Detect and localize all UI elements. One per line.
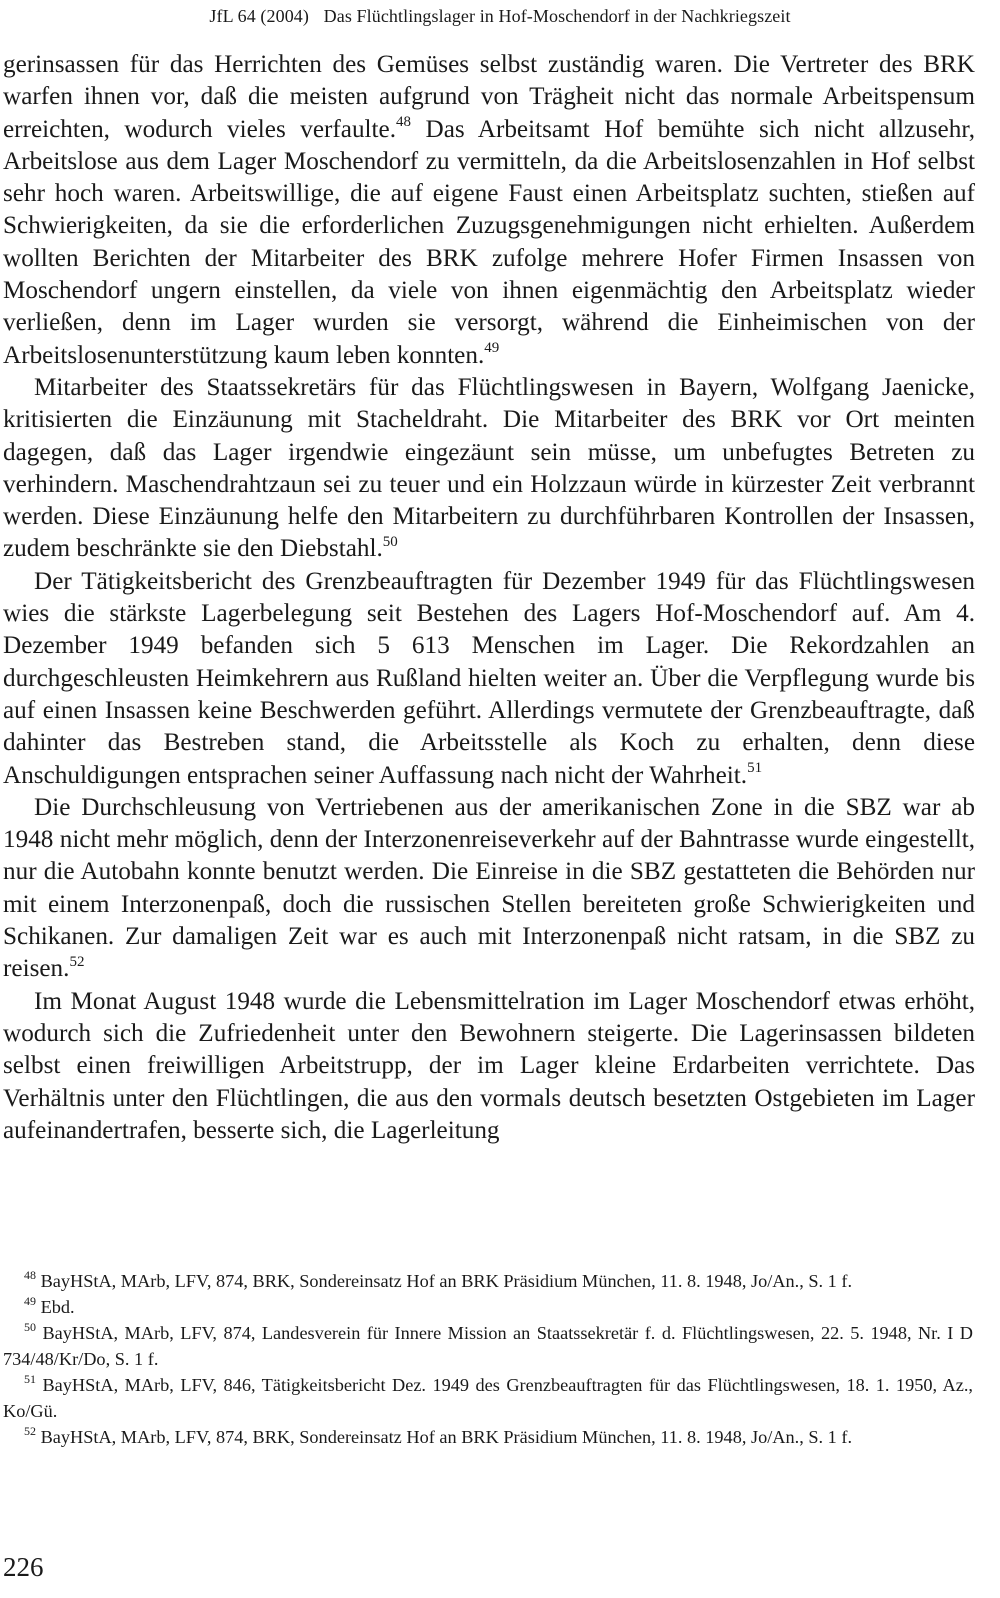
body-paragraph [3, 372, 975, 566]
footnote-reference: 52 [69, 953, 85, 970]
paragraph-text: Der Tätigkeitsbericht des Grenzbeauftragten für Dezember 1949 für das Flüchtlingswesen wies die stärkste Lagerbelegung seit Bestehen des Lagers Hof-Moschendorf auf. Am 4. Dezember 1949 befanden sich 5 613 Menschen im Lager. Die Rekordzahlen an durchgeschleusten Heimkehrern aus Rußland hielten weiter an. Über die Verpflegung wurde bis auf einen Insassen keine Beschwerden geführt. Allerdings vermutete der Grenzbeauftragte, daß dahinter das Bestreben stand, die Arbeitsstelle als Koch zu erhalten, denn diese Anschuldigungen entsprachen seiner Auffassung nach nicht der Wahrheit. [3, 567, 975, 789]
paragraph-text: Das Arbeitsamt Hof bemühte sich nicht allzusehr, Arbeitslose aus dem Lager Moschendorf zu vermitteln, da die Arbeitslosenzahlen in Hof selbst sehr hoch waren. Arbeitswillige, die auf eigene Faust einen Arbeitsplatz suchten, stießen auf Schwierigkeiten, da sie die erforderlichen Zuzugsgenehmigungen nicht erhielten. Außerdem wollten Berichten der Mitarbeiter des BRK zufolge mehrere Hofer Firmen Insassen von Moschendorf ungern einstellen, da viele von ihnen eigenmächtig den Arbeitsplatz wieder verließen, denn im Lager wurden sie versorgt, während die Einheimischen von der Arbeitslosenunterstützung kaum leben konnten. [3, 115, 976, 369]
footnote-number: 50 [24, 1319, 36, 1334]
article-title: Das Flüchtlingslager in Hof-Moschendorf in der Nachkriegszeit [323, 6, 791, 26]
body-paragraph [3, 49, 975, 372]
page-number: 226 [3, 1552, 44, 1582]
footnote-number: 51 [24, 1371, 36, 1386]
paragraph-text: gerinsassen für das Herrichten des Gemüses selbst zuständig waren. Die Vertreter des BRK warfen ihnen vor, daß die meisten aufgrund von Trägheit nicht das normale Arbeitspensum erreichten, wodurch vieles verfaulte. [3, 51, 975, 143]
footnote-number: 48 [24, 1267, 36, 1282]
footnote-number: 52 [24, 1423, 36, 1438]
footnote-reference: 49 [484, 340, 500, 357]
footnote-number: 49 [24, 1293, 36, 1308]
footnote-reference: 51 [747, 760, 763, 777]
paragraph-text: Die Durchschleusung von Vertriebenen aus der amerikanischen Zone in die SBZ war ab 1948 nicht mehr möglich, denn der Interzonenreiseverkehr auf der Bahntrasse wurde eingestellt, nur die Autobahn konnte benutzt werden. Die Einreise in die SBZ gestatteten die Behörden nur mit einem Interzonenpaß, doch die russischen Stellen bereiteten große Schwierigkeiten und Schikanen. Zur damaligen Zeit war es auch mit Interzonenpaß nicht ratsam, in die SBZ zu reisen. [3, 793, 975, 983]
journal-reference: JfL 64 (2004) [209, 6, 310, 26]
footnote-text: BayHStA, MArb, LFV, 846, Tätigkeitsbericht Dez. 1949 des Grenzbeauftragten für das Flüchtlingswesen, 18. 1. 1950, Az., Ko/Gü. [3, 1375, 973, 1421]
footnote-reference: 48 [396, 114, 412, 131]
footnote-text: BayHStA, MArb, LFV, 874, BRK, Sondereinsatz Hof an BRK Präsidium München, 11. 8. 1948, Jo/An., S. 1 f. [36, 1427, 853, 1447]
footnote [3, 1372, 973, 1424]
body-paragraph [3, 566, 975, 792]
footnote-text: Ebd. [36, 1297, 75, 1317]
footnote [3, 1424, 973, 1450]
footnote [3, 1320, 973, 1372]
footnote [3, 1268, 973, 1294]
footnote-reference: 50 [382, 534, 398, 551]
body-paragraph [3, 986, 975, 1147]
footnotes [3, 1268, 973, 1450]
footnote [3, 1294, 973, 1320]
body-text [3, 49, 975, 1147]
footnote-text: BayHStA, MArb, LFV, 874, BRK, Sondereinsatz Hof an BRK Präsidium München, 11. 8. 1948, Jo/An., S. 1 f. [36, 1271, 853, 1291]
paragraph-text: Mitarbeiter des Staatssekretärs für das Flüchtlingswesen in Bayern, Wolfgang Jaenicke, kritisierten die Einzäunung mit Stacheldraht. Die Mitarbeiter des BRK vor Ort meinten dagegen, daß das Lager irgendwie eingezäunt sein müsse, um unbefugtes Betreten zu verhindern. Maschendrahtzaun sei zu teuer und ein Holzzaun würde in kürzester Zeit verbrannt werden. Diese Einzäunung helfe den Mitarbeitern zu durchführbaren Kontrollen der Insassen, zudem beschränkte sie den Diebstahl. [3, 373, 975, 563]
footnote-text: BayHStA, MArb, LFV, 874, Landesverein für Innere Mission an Staatssekretär f. d. Flüchtlingswesen, 22. 5. 1948, Nr. I D 734/48/Kr/Do, S. 1 f. [3, 1323, 973, 1369]
body-paragraph [3, 792, 975, 986]
paragraph-text: Im Monat August 1948 wurde die Lebensmittelration im Lager Moschendorf etwas erhöht, wodurch sich die Zufriedenheit unter den Bewohnern steigerte. Die Lagerinsassen bildeten selbst einen freiwilligen Arbeitstrupp, der im Lager kleine Erdarbeiten verrichtete. Das Verhältnis unter den Flüchtlingen, die aus den vormals deutsch besetzten Ostgebieten im Lager aufeinandertrafen, besserte sich, die Lagerleitung [3, 987, 975, 1144]
running-header [0, 6, 1000, 27]
